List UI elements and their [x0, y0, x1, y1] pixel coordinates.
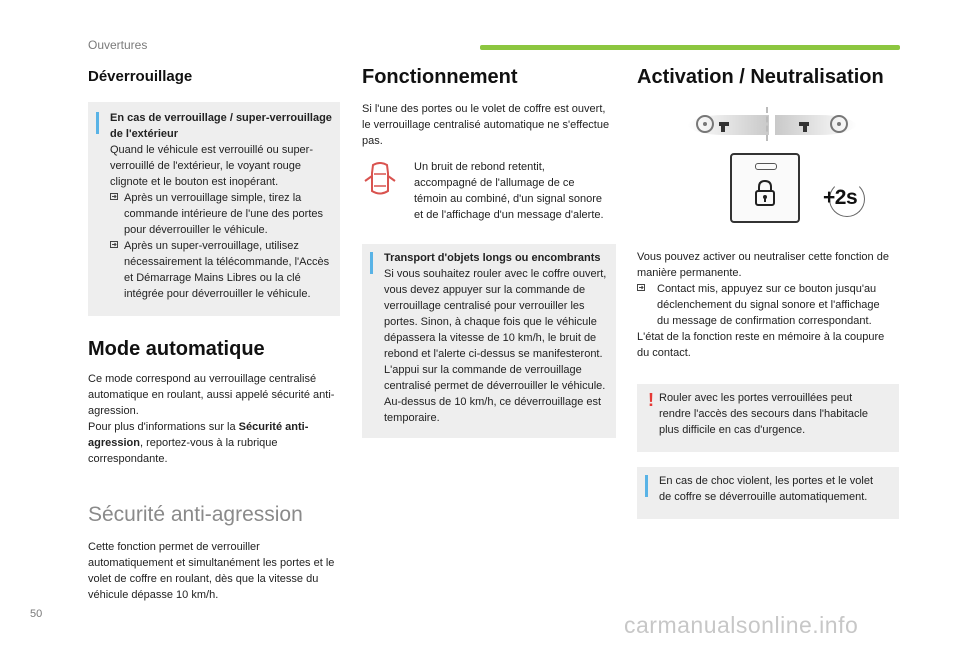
arrow-bullet-icon	[637, 281, 657, 329]
fonctionnement-heading: Fonctionnement	[362, 66, 518, 88]
deverrouillage-heading: Déverrouillage	[88, 68, 193, 85]
deverrouillage-info-lead: En cas de verrouillage / super-verrouillage de l'extérieur	[110, 112, 332, 140]
transport-info-lead: Transport d'objets longs ou encombrants	[384, 252, 601, 264]
lock-button-icon	[730, 153, 800, 223]
activation-heading: Activation / Neutralisation	[637, 66, 884, 88]
reference-bold: Sécurité anti-agression	[88, 421, 309, 449]
warning-box	[637, 384, 899, 452]
list-item	[637, 281, 891, 329]
hold-duration-badge	[823, 183, 867, 215]
securite-heading: Sécurité anti-agression	[88, 503, 303, 526]
mode-automatique-text: Ce mode correspond au verrouillage centralisé automatique en roulant, aussi appelé sécurité anti-agression.	[88, 373, 335, 417]
deverrouillage-info-text: Quand le véhicule est verrouillé ou super-verrouillé de l'extérieur, le voyant rouge clignote et le bouton est inopérant.	[110, 144, 314, 188]
header-accent-bar	[480, 45, 900, 50]
fonctionnement-text: Si l'une des portes ou le volet de coffre est ouvert, le verrouillage centralisé automatique ne s'effectue pas.	[362, 103, 610, 147]
choc-info-text: En cas de choc violent, les portes et le volet de coffre se déverrouille automatiquement.	[659, 475, 874, 503]
watermark: carmanualsonline.info	[624, 612, 859, 638]
bullet-text: Après un verrouillage simple, tirez la commande intérieure de l'une des portes pour déverrouiller le véhicule.	[124, 192, 323, 236]
transport-info-p3: Au-dessus de 10 km/h, ce déverrouillage est temporaire.	[384, 396, 602, 424]
page-number: 50	[30, 608, 43, 620]
bullet-text: Après un super-verrouillage, utilisez nécessairement la télécommande, l'Accès et Démarrage Mains Libres ou la clé intégrée pour déverrouiller le véhicule.	[124, 240, 330, 300]
steering-wheel-icon	[685, 109, 769, 139]
mode-automatique-heading: Mode automatique	[88, 338, 265, 360]
padlock-icon	[754, 179, 776, 207]
dashboard-illustration	[637, 97, 891, 229]
column-middle	[362, 60, 616, 438]
divider	[766, 107, 768, 141]
activation-memory-text: L'état de la fonction reste en mémoire à la coupure du contact.	[637, 331, 885, 359]
alert-block	[362, 159, 616, 223]
transport-info-p1: Si vous souhaitez rouler avec le coffre ouvert, vous devez appuyer sur la commande de verrouillage centralisé pour verrouiller les portes. Sinon, à chaque fois que le véhicule dépassera la vitesse de 10 km/h, le bruit de rebond et l'alerte ci-dessus se manifesteront.	[384, 268, 607, 360]
transport-info-box	[362, 244, 616, 438]
securite-text: Cette fonction permet de verrouiller automatiquement et simultanément les portes et le volet de coffre en roulant, dès que la vitesse du véhicule dépasse 10 km/h.	[88, 541, 335, 601]
lock-button-led	[755, 163, 777, 170]
info-bar-icon	[645, 475, 648, 497]
warning-text: Rouler avec les portes verrouillées peut rendre l'accès des secours dans l'habitacle plus difficile en cas d'urgence.	[659, 392, 869, 436]
arrow-bullet-icon	[110, 238, 124, 302]
info-bar-icon	[370, 252, 373, 274]
alert-text: Un bruit de rebond retentit, accompagné de l'allumage de ce témoin au combiné, d'un signal sonore et de l'affichage d'un message d'alerte.	[414, 161, 604, 221]
info-bar-icon	[96, 112, 99, 134]
column-right	[637, 60, 891, 519]
activation-text: Vous pouvez activer ou neutraliser cette fonction de manière permanente.	[637, 251, 889, 279]
mode-automatique-reference: Pour plus d'informations sur la Sécurité anti-agression, reportez-vous à la rubrique correspondante.	[88, 421, 309, 465]
hold-duration-label: +2s	[823, 186, 858, 209]
column-left	[88, 60, 340, 603]
arrow-bullet-icon	[110, 190, 124, 238]
list-item	[110, 238, 332, 302]
list-item	[110, 190, 332, 238]
deverrouillage-info-box	[88, 102, 340, 316]
page-header-title: Ouvertures	[88, 38, 148, 52]
car-door-open-icon	[362, 159, 414, 223]
steering-wheel-icon	[775, 109, 859, 139]
warning-exclamation-icon: !	[648, 390, 654, 410]
choc-info-box	[637, 467, 899, 519]
transport-info-p2: L'appui sur la commande de verrouillage centralisé permet de déverrouiller le véhicule.	[384, 364, 606, 392]
bullet-text: Contact mis, appuyez sur ce bouton jusqu'au déclenchement du signal sonore et l'affichage du message de confirmation correspondant.	[657, 283, 880, 327]
